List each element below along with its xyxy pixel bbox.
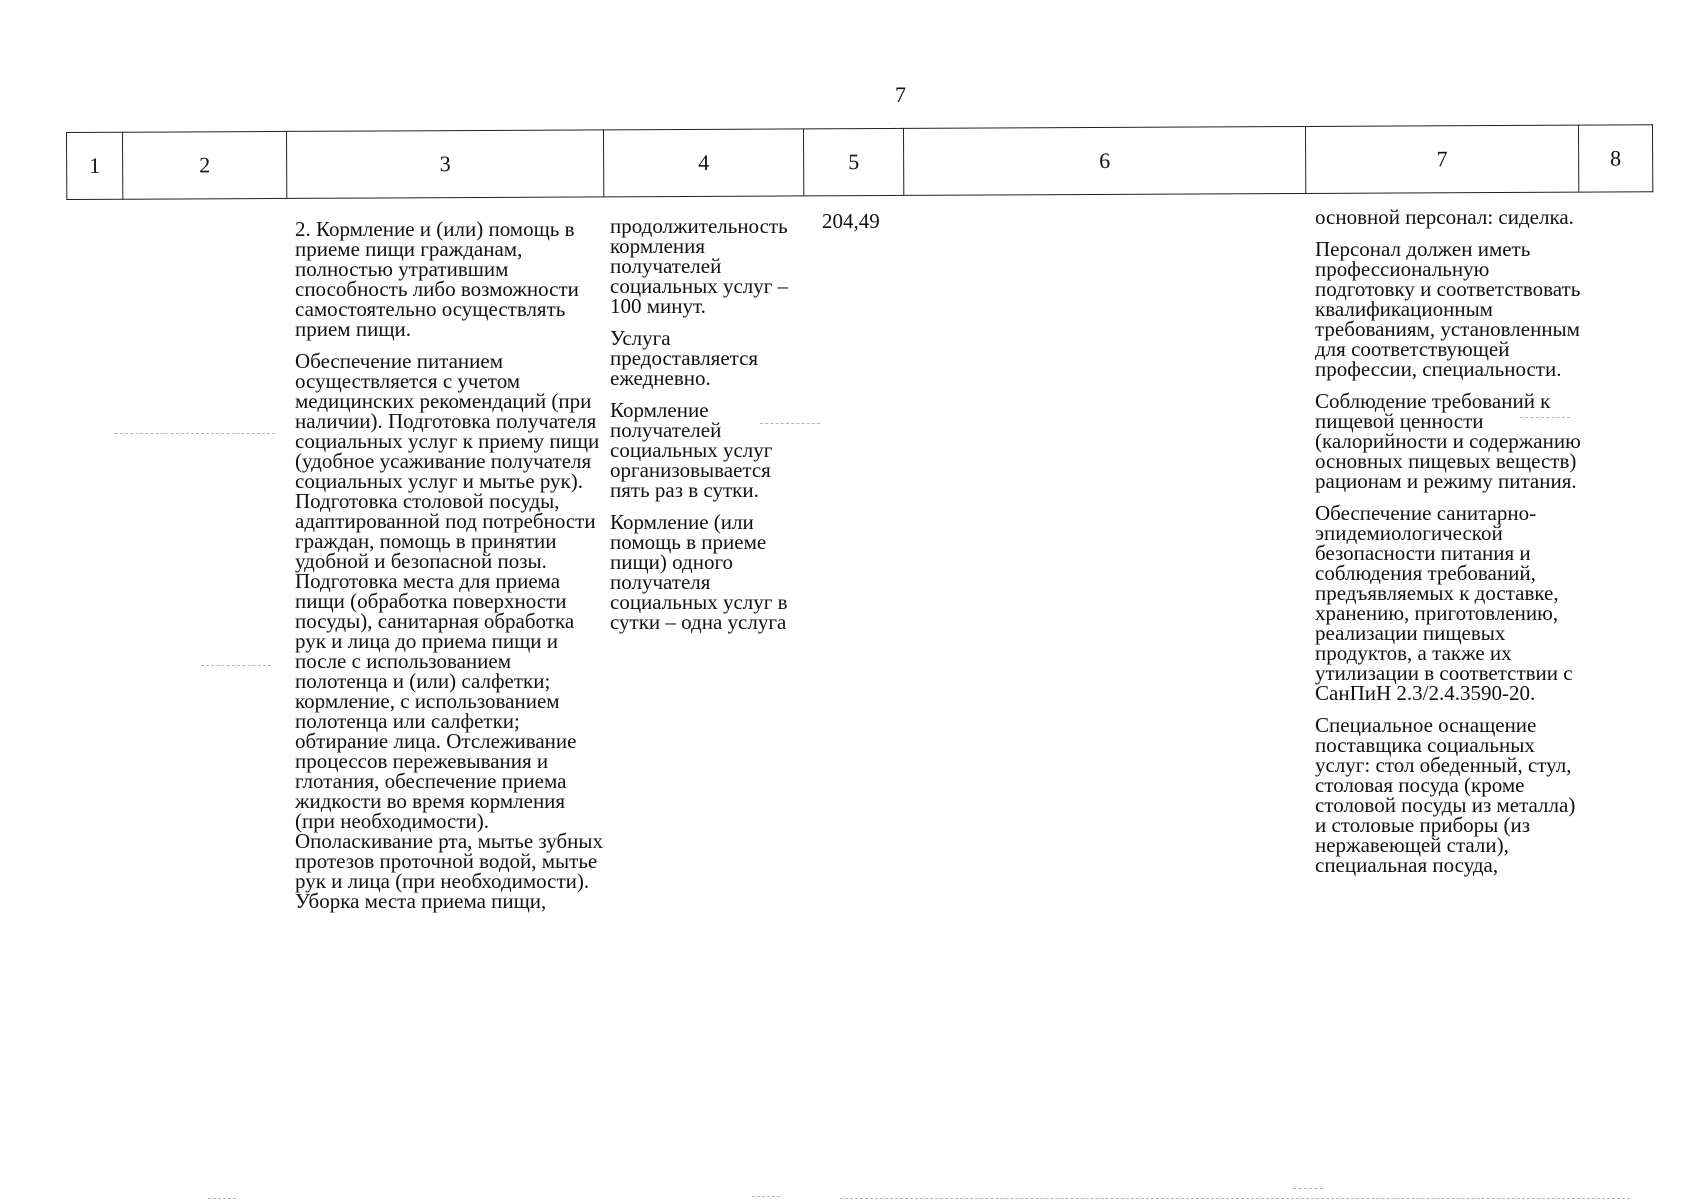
- column-number-header: [66, 124, 1653, 200]
- header-cell-1: 1: [67, 132, 123, 199]
- service-description-paragraph: Обеспечение питанием осуществляется с учетом медицинских рекомендаций (при наличии). Подготовка получателя социальных услуг к приему пищи (удобное усаживание получателя социальных услуг и мытье рук). Подготовка столовой посуды, адаптированной под потребности граждан, помощь в принятии удобной и безопасной позы. Подготовка места для приема пищи (обработка поверхности посуды), санитарная обработка рук и лица до приема пищи и после с использованием полотенца и (или) салфетки; кормление, с использованием полотенца или салфетки; обтирание лица. Отслеживание процессов пережевывания и глотания, обеспечение приема жидкости во время кормления (при необходимости). Ополаскивание рта, мытье зубных протезов проточной водой, мытье рук и лица (при необходимости). Уборка места приема пищи,: [295, 349, 604, 913]
- header-cell-8: 8: [1578, 125, 1652, 192]
- header-cell-3: 3: [286, 130, 603, 199]
- scan-artifact-line: [201, 665, 271, 666]
- header-cell-2: 2: [123, 131, 287, 199]
- staff-qualification-paragraph: Персонал должен иметь профессиональную подготовку и соответствовать квалификационным требованиям, установленным для соответствующей профессии, специальности.: [1315, 237, 1581, 381]
- scan-artifact-line: [1293, 1188, 1323, 1189]
- scan-artifact-line: [752, 1196, 780, 1197]
- header-cell-5: 5: [803, 128, 903, 195]
- equipment-paragraph: Специальное оснащение поставщика социальных услуг: стол обеденный, стул, столовая посуда (кроме столовой посуды из металла) и столовые приборы (из нержавеющей стали), специальная посуда,: [1315, 713, 1576, 877]
- page-number: 7: [895, 82, 906, 107]
- scan-artifact-line: [760, 423, 820, 424]
- column-4-service-terms: [610, 216, 810, 644]
- service-title-paragraph: 2. Кормление и (или) помощь в приеме пищи гражданам, полностью утратившим способность либо возможности самостоятельно осуществлять прием пищи.: [295, 217, 579, 341]
- column-7-quality-conditions: [1315, 207, 1585, 887]
- scan-artifact-line: [840, 1198, 1630, 1199]
- header-cell-7: 7: [1305, 125, 1578, 193]
- column-5-tariff: [822, 211, 902, 243]
- header-cell-6: 6: [903, 126, 1305, 195]
- sanitary-safety-paragraph: Обеспечение санитарно-эпидемиологической безопасности питания и соблюдения требований, предъявляемых к доставке, хранению, приготовлению, реализации пищевых продуктов, а также их утилизации в соответствии с СанПиН 2.3/2.4.3590-20.: [1315, 501, 1573, 705]
- scan-artifact-line: [208, 1198, 236, 1199]
- column-3-service-description: [295, 219, 605, 923]
- feeding-frequency-paragraph: Кормление получателей социальных услуг организовывается пять раз в сутки.: [610, 398, 773, 502]
- daily-provision-paragraph: Услуга предоставляется ежедневно.: [610, 326, 759, 390]
- nutrition-requirements-paragraph: Соблюдение требований к пищевой ценности (калорийности и содержанию основных пищевых веществ) рационам и режиму питания.: [1315, 389, 1581, 493]
- tariff-value: 204,49: [822, 209, 880, 233]
- feeding-duration-paragraph: продолжительность кормления получателей социальных услуг – 100 минут.: [610, 214, 789, 318]
- service-unit-paragraph: Кормление (или помощь в приеме пищи) одного получателя социальных услуг в сутки – одна услуга: [610, 510, 788, 634]
- scan-artifact-line: [1520, 417, 1570, 418]
- header-cell-4: 4: [603, 129, 803, 197]
- staff-paragraph: основной персонал: сиделка.: [1315, 205, 1574, 229]
- scan-artifact-line: [115, 433, 275, 434]
